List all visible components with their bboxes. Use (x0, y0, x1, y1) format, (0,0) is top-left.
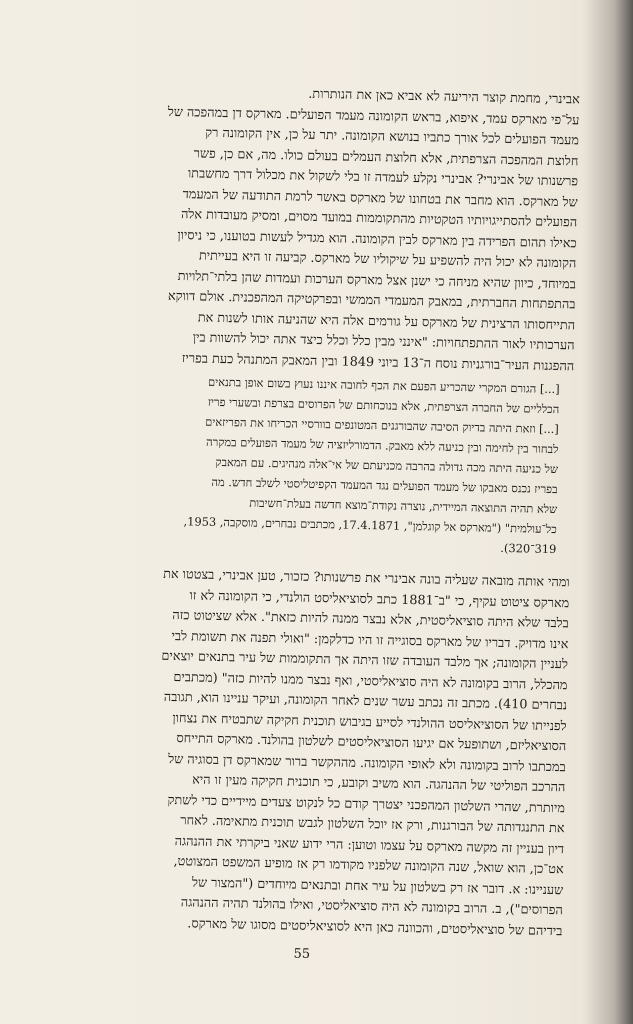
text-line: לפנייתו של הסוציאליסט ההולנדי לסייע בגיבוש תוכנית חקיקה שתבטיח את נצחון (172, 710, 567, 734)
text-line: על־פי מארקס עמד, איפוא, בראש הקומונה מעמד הפועלים. מארקס דן במהפכה של (167, 104, 580, 128)
text-line: שלא תהיה התוצאה המיידית, נוצרה נקודת־מוצא חדשה בעלת־חשיבות (249, 495, 558, 517)
text-line: התייחסותו הרצינית של מארקס על גורמים אלה היא שהניעה אותו לשנות את (197, 309, 576, 333)
text-line: שעניינו: א. דובר אז רק בשלטון על עיר אחת ובתנאים מיוחדים ("המצור של (191, 874, 564, 898)
text-line: בפריז נכנס מאבקו של מעמד הפועלים נגד המעמד הקפיטליסטי לשלב חדש. מה (211, 474, 558, 497)
text-line: אבינרי, מחמת קוצר היריעה לא אביא כאן את הנותרות. (308, 86, 580, 108)
text-line: מעמד הפועלים לכל אורך כתביו בנושא הקומונה. יתר על כן, אין הקומונה רק (205, 125, 580, 149)
body-paragraph (54, 80, 580, 378)
text-line: חלוצת המהפכה הצרפתית, אלא חלוצת העמלים בעולם כולו. מה, אם כן, פשר (193, 145, 579, 169)
text-block (41, 80, 580, 991)
text-line: מהכלל, הרוב בקומונה לא היה סוציאליסטי, ואף נבצר ממנו להיות כזה" (מכתבים (173, 669, 568, 693)
text-line: לעניין הקומונה; אך מלבד העובדה שזו היתה אך התקוממות של עיר בתנאים יוצאים (161, 648, 569, 673)
text-line: של מארקס. הוא מחבר את בטחונו של מארקס באשר לרמת התודעה של המעמד (182, 186, 578, 210)
text-line: הקומונה לא יכול היה להשפיע על שיקוליו של מארקס. קביעה זו היא בעייתית (198, 248, 577, 272)
block-quote (64, 369, 560, 559)
text-line: 319־320). (500, 540, 557, 557)
text-line: כל־עולמית" ("מארקס אל קוגלמן", 17.4.1871, מכתבים נבחרים, מוסקבה, 1953, (183, 514, 557, 537)
text-line: אט־כן, הוא שואל, שנה הקומונה שלפניו מקודמו רק אז מופיע המשפט המצוטט, (173, 854, 564, 878)
text-line: במיוחד, כיוון שהיא מניחה כי ישנן אצל מארקס הערכות ועמדות שהן בלתי־תלויות (177, 268, 577, 292)
page-number: 55 (293, 946, 311, 962)
text-line: הערכותיו לאור ההתפתחויות: "אינני מבין כלל וכלל כיצד אתה יכול להשוות בין (192, 330, 575, 354)
text-line: [...] הגורם המקרי שהכריע הפעם את הכף לחובה איננו נעוץ בשום אופן בתנאים (207, 374, 560, 397)
text-line: פרשנותו של אבינרי? אבינרי נקלע לעמדה זו בלי לשקול את מכלול דרך מחשבתו (187, 166, 579, 190)
text-line: נבחרים 410). מכתב זה נכתב עשר שנים לאחר הקומונה, ועיקר עניינו הוא, תגובה (163, 689, 568, 714)
text-line: בידיהם של סוציאליסטים, והכוונה כאן היא לסוציאליסטים מסוגו של מארקס. (187, 915, 563, 939)
text-line: אינו מדויק. דבריו של מארקס בסוגייה זו היו כדלקמן: "ואולי תפנה את תשומת לבי (171, 628, 569, 652)
text-line: לבחור בין לחימה ובין כניעה ללא מאבק. הדמורליזציה של מעמד הפועלים במקרה (205, 434, 559, 457)
text-line: הפועלים להסתייגויותיו הטקטיות מהתקוממות במועד מסוים, ומסיק מעובדות אלה (180, 207, 578, 231)
text-line: ומהי אותה מובאה שעליה בונה אבינרי את פרשנותו? כזכור, טען אבינרי, בצטטו את (162, 566, 570, 591)
text-line: במכתבו לרוב בקומונה ולא לאופי הקומונה. מההקשר ברור שמארקס דן בסוגיה של (168, 751, 566, 775)
text-line: את התנגדותה של הבורגנות, ורק אז יוכל השלטון לגבש תוכנית מתאימה. לאחר (180, 813, 565, 837)
text-line: דיון בעניין זה מקשה מארקס על עצמו וטוען: הרי ידוע שאני ביקרתי את ההנהגה (174, 833, 565, 857)
text-line: בלבד שלא היתה סוציאליסטית, אלא נבצר ממנה להיות כזאת". אלא שציטוט כזה (172, 608, 569, 632)
text-line: הכלליים של החברה הצרפתית, אלא בנוכחותם של הפרוסים בצרפת ובשערי פריז (207, 394, 560, 417)
text-line: מארקס ציטוט עקיף, כי "ב־1881 כתב לסוציאליסט הולנדי, כי הקומונה לא זו (189, 587, 570, 611)
text-line: כאילו תהום הפרידה בין מארקס לבין הקומונה. הוא מגדיל לעשות בטוענו, כי ניסיון (177, 227, 577, 251)
text-line: הפרוסים"), ב. הרוב בקומונה לא היה סוציאליסטי, ואילו בהולנד תהיה ההנהגה (180, 895, 563, 919)
paragraphs (42, 80, 580, 943)
text-line: של כניעה היתה מכה גדולה בהרבה מכניעתם של אי־אלה מנהיגים. עם המאבק (215, 454, 559, 477)
text-line: ההפגנות העיר־בורגניות נוסח ה־13 ביוני 1849 ובין המאבק המתנהל כעת בפריז (181, 350, 575, 374)
text-line: ההרכב הפוליטי של ההנהגה. הוא משיב וקובע, כי תוכנית חקיקה מעין זו היא (192, 772, 566, 796)
text-line: [...] וזאת היתה בדיוק הסיבה שהבורגנים המטונפים בוורסיי הכריחו את הפריזאים (205, 414, 559, 437)
text-line: הסוציאליזם, ושתופעל אם יגיעו הסוציאליסטים לשלטון בהולנד. מארקס התייחס (176, 731, 567, 755)
text-line: מיותרת, שהרי השלטון המהפכני יצטרך קודם כל לנקוט צעדים מיידיים כדי לשתק (167, 792, 566, 816)
body-paragraph (42, 562, 570, 942)
text-line: בהתפתחות החברתית, במאבק המעמדי הממשי ובפרקטיקה המהפכנית. אולם דווקא (167, 288, 576, 313)
